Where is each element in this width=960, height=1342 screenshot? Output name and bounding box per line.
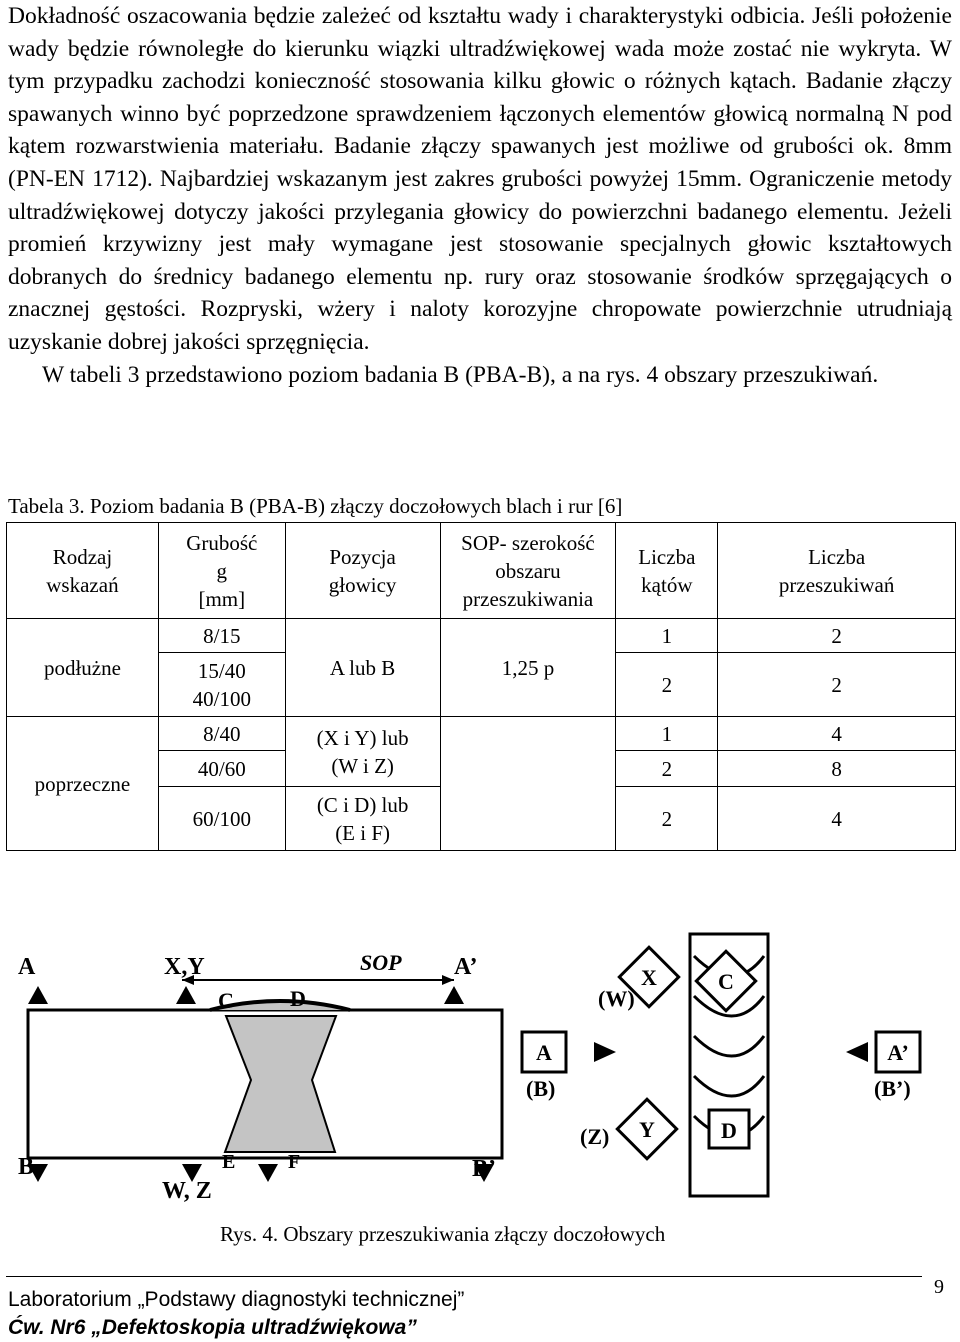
label-d: D (290, 986, 306, 1011)
label-c: C (718, 969, 734, 994)
cell-katy: 1 (616, 717, 718, 751)
footer-course-title: Laboratorium „Podstawy diagnostyki technicznej” (8, 1288, 465, 1311)
probe-arrow (846, 1042, 868, 1062)
cell-sop: 1,25 p (440, 619, 616, 717)
table-row (7, 717, 956, 751)
probe-marker (258, 1164, 278, 1182)
cell-pozycja: (X i Y) lub (W i Z) (285, 717, 440, 787)
label-xy: X,Y (164, 954, 205, 980)
cell-przeszukiwania: 4 (718, 787, 956, 851)
table-row (7, 619, 956, 653)
label-y: Y (639, 1117, 655, 1142)
header-pozycja: Pozycja głowicy (285, 523, 440, 619)
probe-marker (176, 986, 196, 1004)
header-rodzaj: Rodzaj wskazań (7, 523, 159, 619)
cell-grubosc: 40/60 (158, 751, 285, 787)
cell-pozycja: A lub B (285, 619, 440, 717)
cell-grubosc: 8/15 (158, 619, 285, 653)
weld-top-view (522, 934, 920, 1196)
label-wz: W, Z (162, 1178, 212, 1204)
label-b-prime: B’ (472, 1156, 496, 1182)
cell-sop-empty (440, 717, 616, 851)
cell-przeszukiwania: 8 (718, 751, 956, 787)
cell-grubosc: 8/40 (158, 717, 285, 751)
label-a: A (18, 954, 36, 980)
label-z: (Z) (580, 1124, 610, 1149)
cell-przeszukiwania: 4 (718, 717, 956, 751)
probe-marker (444, 986, 464, 1004)
cell-rodzaj: poprzeczne (7, 717, 159, 851)
label-sop: SOP (360, 950, 402, 975)
body-text (8, 0, 952, 391)
label-a-prime: A’ (454, 954, 478, 980)
header-sop: SOP- szerokość obszaru przeszukiwania (440, 523, 616, 619)
page-number: 9 (934, 1276, 944, 1298)
cell-katy: 2 (616, 751, 718, 787)
header-liczba-katow: Liczba kątów (616, 523, 718, 619)
label-b: (B) (526, 1076, 556, 1101)
label-b: B (18, 1154, 35, 1180)
header-grubosc: Grubość g [mm] (158, 523, 285, 619)
cell-grubosc: 60/100 (158, 787, 285, 851)
cell-grubosc: 15/40 40/100 (158, 653, 285, 717)
cell-katy: 2 (616, 787, 718, 851)
label-w: (W) (598, 986, 635, 1011)
cell-przeszukiwania: 2 (718, 653, 956, 717)
table-header-row (7, 523, 956, 619)
cell-rodzaj: podłużne (7, 619, 159, 717)
figure (14, 922, 954, 1212)
label-c: C (218, 988, 234, 1013)
header-liczba-przeszukiwan: Liczba przeszukiwań (718, 523, 956, 619)
label-e: E (222, 1151, 236, 1173)
cell-katy: 2 (616, 653, 718, 717)
probe-arrow (594, 1042, 616, 1062)
weld-cross-section (18, 950, 502, 1204)
label-x: X (641, 965, 657, 990)
footer-divider (6, 1276, 922, 1277)
label-b-prime: (B’) (874, 1076, 911, 1101)
cell-katy: 1 (616, 619, 718, 653)
table-caption: Tabela 3. Poziom badania B (PBA-B) złączy doczołowych blach i rur [6] (8, 494, 623, 518)
figure-caption: Rys. 4. Obszary przeszukiwania złączy doczołowych (220, 1222, 666, 1246)
search-area-diagram (14, 922, 954, 1212)
paragraph: W tabeli 3 przedstawiono poziom badania B (PBA-B), a na rys. 4 obszary przeszukiwań. (42, 361, 879, 388)
cell-pozycja: (C i D) lub (E i F) (285, 787, 440, 851)
cell-przeszukiwania: 2 (718, 619, 956, 653)
paragraph: Dokładność oszacowania będzie zależeć od kształtu wady i charakterystyki odbicia. Jeśli położenie wady będzie równoległe do kierunku wiązki ultradźwiękowej wada może zostać nie wykryta. W tym przypadku zachodzi konieczność stosowania kilku głowic o różnych kątach. Badanie złączy spawanych winno być poprzedzone sprawdzeniem łączonych elementów głowicą normalną N pod kątem rozwarstwienia materiału. Badanie złączy spawanych jest możliwe od grubości ok. 8mm (PN-EN 1712). Najbardziej wskazanym jest zakres grubości powyżej 15mm. Ograniczenie metody ultradźwiękowej dotyczy jakości przylegania głowicy do powierzchni badanego elementu. Jeżeli promień krzywizny jest mały wymagane jest stosowanie specjalnych głowic kształtowych dobranych do średnicy badanego elementu np. rury oraz stosowanie środków sprzęgających o znacznej gęstości. Rozpryski, wżery i naloty korozyjne chropowate powierzchnie utrudniają uzyskanie dobrej jakości sprzęgnięcia. (8, 3, 952, 355)
label-a: A (536, 1040, 552, 1065)
probe-marker (28, 986, 48, 1004)
data-table (6, 522, 956, 851)
label-a-prime: A’ (887, 1040, 909, 1065)
footer-exercise-title: Ćw. Nr6 „Defektoskopia ultradźwiękowa” (8, 1316, 417, 1339)
label-f: F (288, 1151, 301, 1173)
label-d: D (721, 1118, 737, 1143)
